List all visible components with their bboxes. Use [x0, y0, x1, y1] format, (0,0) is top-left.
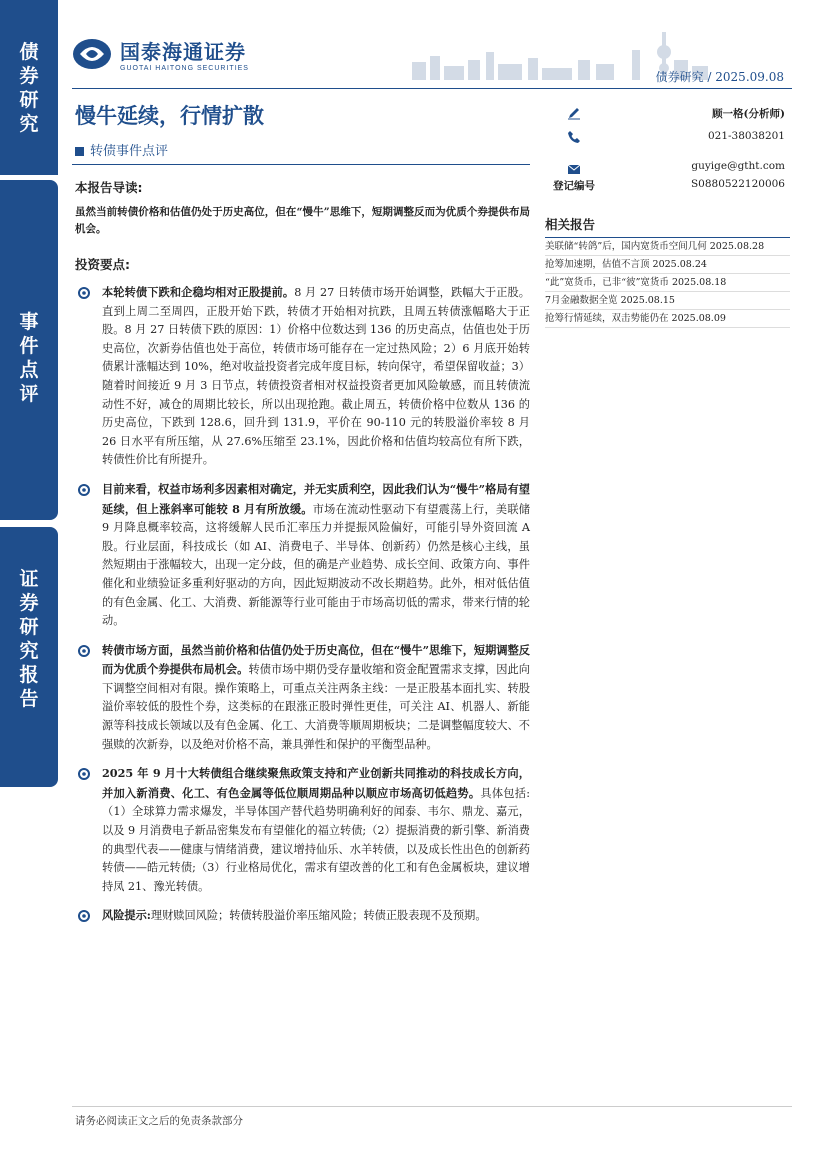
- related-report-item[interactable]: 抢筹行情延续，双击势能仍在 2025.08.09: [545, 310, 790, 328]
- key-point-lead: 目前来看，权益市场利多因素相对确定，并无实质利空，因此我们认为“慢牛”格局有望延续，但上涨斜率可能较 8 月有所放缓。: [102, 481, 530, 516]
- registration-number: S0880522120006: [690, 178, 785, 190]
- tab-char: 证: [19, 568, 39, 590]
- key-point: [75, 641, 530, 755]
- risk-heading: 风险提示:: [102, 908, 151, 923]
- tab-char: 究: [19, 640, 39, 662]
- tab-char: 究: [19, 113, 39, 135]
- key-point: [75, 764, 530, 896]
- related-report-item[interactable]: 美联储“转鸽”后，国内宽货币空间几何 2025.08.28: [545, 238, 790, 256]
- tab-char: 报: [19, 664, 39, 686]
- square-bullet-icon: [75, 147, 84, 156]
- tab-char: 债: [19, 41, 39, 63]
- key-points-heading: 投资要点:: [75, 257, 130, 272]
- sidebar-tab-securities-report: [0, 527, 58, 787]
- page-subtitle: [75, 140, 168, 159]
- analyst-name: 顾一格(分析师): [712, 108, 785, 120]
- page-header: [72, 30, 792, 90]
- company-logo: [72, 36, 249, 72]
- phone-icon: [567, 130, 581, 144]
- page-title: 慢牛延续，行情扩散: [75, 104, 264, 128]
- analyst-info: [545, 104, 785, 200]
- tab-char: 事: [19, 311, 39, 333]
- key-point-lead: 转债市场方面，虽然当前价格和估值仍处于历史高位，但在“慢牛”思维下，短期调整反而为优质个券提供布局机会。: [102, 642, 530, 677]
- analyst-email[interactable]: guyige@gtht.com: [691, 160, 785, 172]
- subtitle-text: 转债事件点评: [90, 144, 169, 159]
- title-divider: [72, 164, 530, 165]
- tab-char: 研: [19, 89, 39, 111]
- circle-bullet-icon: [78, 768, 90, 780]
- key-point-risk: [75, 906, 530, 926]
- header-date: 债券研究 / 2025.09.08: [655, 70, 784, 84]
- footer-divider: [72, 1106, 792, 1107]
- analyst-phone: 021-38038201: [707, 130, 785, 142]
- circle-bullet-icon: [78, 910, 90, 922]
- sidebar: [0, 0, 58, 1169]
- tab-char: 件: [19, 335, 39, 357]
- key-point-body: 市场在流动性驱动下有望震荡上行，美联储 9 月降息概率较高，这将缓解人民币汇率压力并提振风险偏好，可能引导外资回流 A 股。行业层面，科技成长（如 AI、消费电子、半导体、创新药）仍然是核心主线，虽然短期由于涨幅较大，出现一定分歧，但的确是产业趋势、成长空间、政策方向、事件催化和业绩验证多重利好驱动的方向，因此短期波动不改长期趋势。此外，相对低估值的有色金属、化工、大消费、新能源等行业可能由于市场高切低的需求，带来行情的轮动。: [102, 502, 530, 628]
- header-divider: [72, 88, 792, 89]
- tab-char: 评: [19, 383, 39, 405]
- key-point: [75, 480, 530, 631]
- circle-bullet-icon: [78, 287, 90, 299]
- sidebar-tab-bond-research: [0, 0, 58, 175]
- risk-body: 理财赎回风险；转债转股溢价率压缩风险；转债正股表现不及预期。: [150, 909, 487, 923]
- tab-char: 研: [19, 616, 39, 638]
- intro-heading: 本报告导读:: [75, 180, 143, 195]
- related-report-item[interactable]: 7月金融数据全览 2025.08.15: [545, 292, 790, 310]
- key-point-lead: 本轮转债下跌和企稳均相对正股提前。: [102, 285, 295, 299]
- key-point: [75, 283, 530, 470]
- intro-text: 虽然当前转债价格和估值仍处于历史高位，但在“慢牛”思维下，短期调整反而为优质个券提供布局机会。: [75, 206, 530, 235]
- main-content: [75, 178, 530, 926]
- circle-bullet-icon: [78, 484, 90, 496]
- related-report-item[interactable]: “此”宽货币，已非“彼”宽货币 2025.08.18: [545, 274, 790, 292]
- related-report-item[interactable]: 抢筹加速期，估值不言顶 2025.08.24: [545, 256, 790, 274]
- sidebar-tab-event-review: [0, 180, 58, 520]
- key-point-lead: 2025 年 9 月十大转债组合继续聚焦政策支持和产业创新共同推动的科技成长方向，并加入新消费、化工、有色金属等低位顺周期品种以顺应市场高切低趋势。: [102, 766, 530, 800]
- mail-icon: [567, 162, 581, 176]
- logo-english-name: GUOTAI HAITONG SECURITIES: [120, 65, 249, 72]
- related-reports: [545, 215, 790, 328]
- tab-char: 点: [19, 359, 39, 381]
- key-point-body: 8 月 27 日转债市场开始调整，跌幅大于正股。直到上周二至周四，正股开始下跌，转债才开始相对抗跌，且周五转债涨幅略大于正股。8 月 27 日转债下跌的原因：1）价格中位数达到 136 的历史高点，估值也处于历史高位，次新券估值也处于高位，转债市场可能存在一定过热风险；2）6 月底开始转债累计涨幅达到 10%，绝对收益投资者完成年度目标，转向保守，希望保留收益；3）随着时间接近 9 月 3 日节点，转债投资者相对权益投资者更加风险敏感，而且转债流动性不好，减仓的周期比较长，所以出现抢跑。截止周五，转债价格中位数从 136 的历史高位，下跌到 128.6，回升到 131.9，平价在 90-110 元的转股溢价率较 8 月 26 日水平有所压缩，从 27.6%压缩至 23.1%，因此价格和估值均较高位有所下跌，转债性价比有所提升。: [102, 286, 530, 467]
- related-reports-heading: 相关报告: [545, 215, 790, 238]
- key-point-body: 具体包括:（1）全球算力需求爆发，半导体国产替代趋势明确利好的闻泰、韦尔、鼎龙、嘉元，以及 9 月消费电子新品密集发布有望催化的福立转债;（2）提振消费的新引擎、新消费的典型代表——健康与情绪消费，建议增持仙乐、水羊转债，以及成长性出色的创新药转债——皓元转债;（3）行业格局优化，需求有望改善的化工和有色金属板块，建议增持凤 21、豫光转债。: [102, 786, 530, 893]
- circle-bullet-icon: [78, 645, 90, 657]
- disclaimer-footer: 请务必阅读正文之后的免责条款部分: [75, 1115, 243, 1127]
- tab-char: 券: [19, 592, 39, 614]
- tab-char: 券: [19, 65, 39, 87]
- pen-icon: [567, 106, 581, 120]
- logo-chinese-name: 国泰海通证券: [120, 40, 246, 64]
- logo-mark-icon: [72, 37, 112, 71]
- key-point-body: 转债市场中期仍受存量收缩和资金配置需求支撑，因此向下调整空间相对有限。操作策略上，可重点关注两条主线：一是正股基本面扎实、转股溢价率较低的股性个券，这类标的在跟涨正股时弹性更佳，可关注 AI、机器人、新能源等科技成长领域以及有色金属、化工、大消费等顺周期板块；二是调整幅度较大、不强赎的次新券，以及绝对价格不高，兼具弹性和保护的平衡型品种。: [102, 663, 530, 751]
- tab-char: 告: [19, 688, 39, 710]
- registration-label: 登记编号: [553, 180, 595, 192]
